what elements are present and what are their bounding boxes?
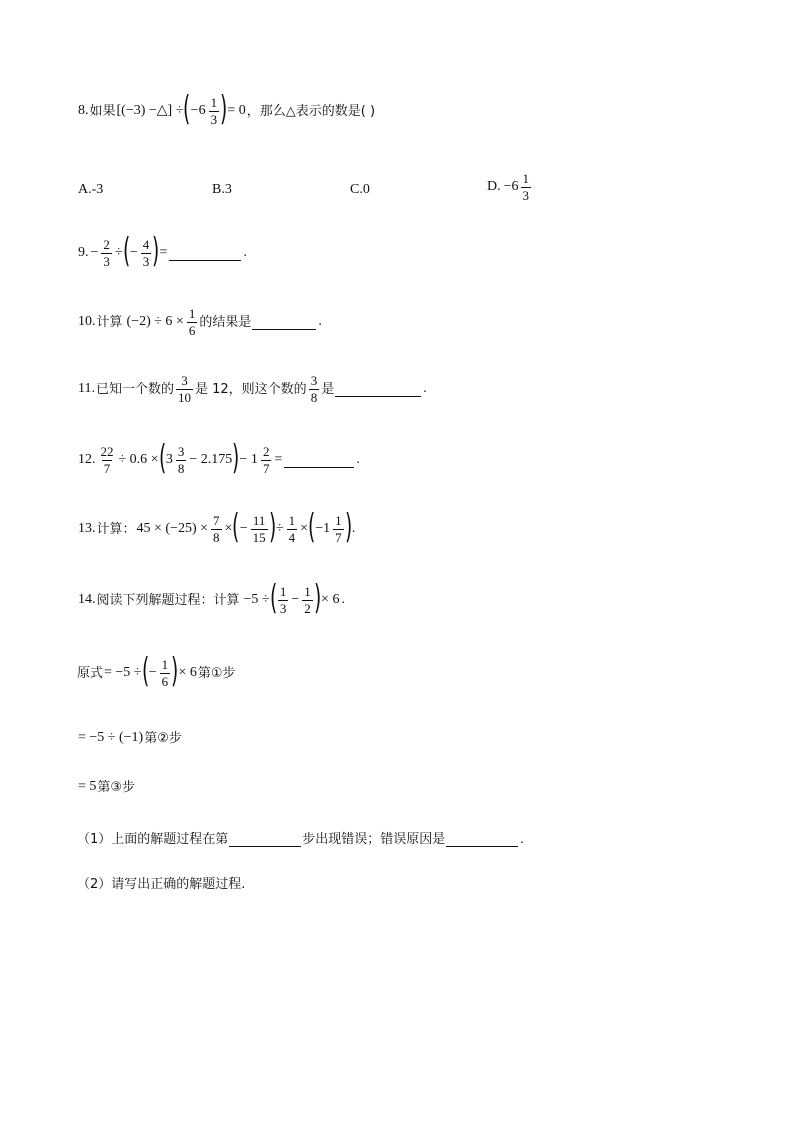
q14-step-1-label: 原式 (77, 665, 104, 681)
q8-expr-a: [(−3) −△] ÷ (116, 103, 184, 118)
q11-f2-den: 8 (310, 389, 318, 405)
q14-step-2 (77, 731, 182, 745)
q11-answer-blank[interactable] (335, 382, 421, 397)
q8-option-d-whole: −6 (503, 179, 519, 195)
q12-equals: = (274, 452, 283, 467)
q12-op-2: − 1 (239, 452, 258, 467)
q11-f1-den: 10 (178, 389, 191, 405)
q14-step-1-left-paren: ( (141, 651, 149, 691)
q14-step-2-marker: 第②步 (144, 730, 182, 746)
q9-right-paren: ) (152, 231, 160, 271)
q14-part-1-mid: 步出现错误；错误原因是 (302, 832, 446, 847)
q10-expr: (−2) ÷ 6 × (126, 314, 184, 330)
q14-right-paren: ) (313, 578, 322, 618)
q9-fraction-2 (141, 238, 152, 268)
q10-f-den: 6 (188, 322, 196, 338)
q14-step-3 (77, 780, 135, 794)
q14-part-1 (77, 832, 525, 847)
q13-fraction-2 (251, 514, 268, 544)
question-10 (77, 307, 323, 337)
q12-answer-blank[interactable] (284, 453, 354, 468)
q14-f1-num: 1 (279, 583, 287, 599)
q13-times-2: × (300, 521, 308, 536)
q10-number: 10. (78, 314, 96, 330)
q8-fraction (209, 96, 220, 126)
q14-part-1-prefix: （1）上面的解题过程在第 (77, 832, 229, 847)
q8-option-a[interactable] (77, 182, 104, 198)
q9-equals: = (159, 245, 168, 260)
q14-step-3-marker: 第③步 (97, 779, 136, 795)
q14-step-1-fraction (160, 658, 171, 688)
q8-word-if: 如果 (89, 103, 116, 119)
q8-option-d[interactable] (486, 172, 534, 202)
q13-fraction-4 (333, 514, 344, 544)
q13-fraction-3 (287, 514, 298, 544)
q13-inner-minus: − (239, 521, 248, 536)
q8-option-c-label: C.0 (350, 182, 370, 197)
q11-word-3: 是 (321, 381, 335, 397)
q14-part-1-period: . (520, 831, 524, 847)
q8-option-c[interactable] (349, 182, 371, 198)
q13-right-paren-2: ) (344, 507, 352, 547)
q12-f2-den: 8 (177, 460, 185, 476)
q13-f3-num: 1 (288, 512, 296, 528)
q14-number: 14. (78, 592, 96, 607)
q14-step-1-tail: × 6 (178, 665, 197, 680)
q13-f1-den: 8 (213, 529, 220, 545)
q10-tail: 的结果是 (199, 314, 252, 330)
q14-part-2-text: （2）请写出正确的解题过程. (77, 877, 246, 892)
q8-option-b-label: B.3 (212, 182, 232, 197)
q12-fraction-3 (261, 445, 272, 475)
q14-step-1-marker: 第①步 (197, 665, 236, 681)
q12-f3-den: 7 (262, 460, 270, 476)
q11-number: 11. (78, 381, 95, 397)
q12-fraction-1 (99, 445, 116, 475)
q14-part-1-blank-step[interactable] (229, 832, 301, 847)
q8-mixed-whole: −6 (190, 103, 206, 118)
q14-f2-den: 2 (304, 600, 311, 616)
q13-period: . (351, 521, 356, 536)
q11-fraction-1 (176, 374, 193, 404)
q9-number: 9. (78, 245, 89, 260)
q8-number: 8. (78, 103, 89, 118)
q9-left-paren: ( (122, 231, 130, 271)
q13-right-paren-1: ) (268, 507, 276, 547)
q11-f1-num: 3 (181, 373, 188, 388)
q12-fraction-2 (176, 445, 187, 475)
q9-f1-den: 3 (103, 253, 110, 269)
q11-period: . (423, 381, 427, 397)
q13-number: 13. (78, 521, 96, 536)
q14-expr: −5 ÷ (243, 592, 270, 607)
question-14 (77, 578, 346, 618)
q14-f2-num: 1 (304, 583, 311, 599)
q13-times: × (224, 521, 233, 536)
q12-f3-num: 2 (262, 443, 270, 459)
q13-f1-num: 7 (213, 512, 220, 528)
q13-f2-den: 15 (252, 529, 266, 545)
q14-step-2-expr: = −5 ÷ (−1) (78, 730, 144, 745)
q9-divide: ÷ (114, 245, 123, 260)
q10-word: 计算 (96, 314, 123, 330)
q9-fraction-1 (101, 238, 112, 268)
q9-inner-minus: − (129, 245, 138, 260)
q9-period: . (243, 245, 247, 260)
q14-word: 阅读下列解题过程：计算 (96, 592, 240, 608)
question-9 (77, 231, 248, 271)
q12-f1-num: 22 (100, 443, 114, 459)
q14-step-1-right-paren: ) (171, 651, 179, 691)
q9-f2-den: 3 (142, 253, 150, 269)
q13-divide: ÷ (275, 521, 284, 536)
q12-op-1: ÷ 0.6 × (118, 452, 159, 467)
q9-answer-blank[interactable] (169, 246, 241, 261)
q14-step-1-num: 1 (161, 656, 169, 672)
q12-left-paren: ( (158, 438, 166, 478)
question-11 (77, 374, 428, 404)
q12-right-paren: ) (232, 438, 240, 478)
q13-expr-1: 45 × (−25) × (136, 521, 209, 536)
q14-step-1-inner-minus: − (148, 665, 157, 680)
q8-right-paren: ) (220, 89, 228, 129)
q12-inner: − 2.175 (189, 452, 233, 467)
q8-tail: ，那么△表示的数是( ) (246, 103, 376, 119)
q13-word: 计算： (96, 521, 136, 537)
q12-mixed-whole: 3 (165, 452, 173, 467)
q14-step-3-expr: = 5 (78, 779, 97, 794)
q14-step-1 (77, 651, 236, 691)
q14-step-1-expr: = −5 ÷ (104, 665, 142, 680)
q8-frac-num: 1 (210, 94, 218, 110)
q11-f2-num: 3 (310, 373, 318, 388)
q10-period: . (318, 314, 322, 330)
q8-option-d-num: 1 (522, 171, 530, 186)
q13-f4-den: 7 (335, 529, 342, 545)
q13-mixed-prefix: −1 (315, 521, 331, 536)
question-13 (77, 507, 356, 547)
q14-part-2 (77, 878, 245, 891)
q14-period: . (341, 592, 345, 607)
q12-period: . (356, 452, 360, 467)
q8-frac-den: 3 (210, 111, 218, 127)
q8-option-d-fraction (521, 172, 532, 202)
q13-f3-den: 4 (288, 529, 296, 545)
q8-equals: = 0 (227, 103, 246, 118)
q10-f-num: 1 (188, 306, 196, 321)
q13-left-paren-1: ( (232, 507, 240, 547)
q14-f1-den: 3 (279, 600, 287, 616)
q13-f2-num: 11 (252, 512, 266, 528)
q12-number: 12. (78, 452, 96, 467)
q13-f4-num: 1 (335, 512, 342, 528)
q8-option-d-prefix: D. (487, 179, 501, 195)
q8-left-paren: ( (183, 89, 191, 129)
q8-option-d-den: 3 (522, 187, 530, 203)
q11-word-2: 是 12，则这个数的 (195, 381, 307, 397)
q12-f1-den: 7 (103, 460, 111, 476)
q14-part-1-blank-reason[interactable] (446, 832, 518, 847)
q11-word-1: 已知一个数的 (95, 381, 174, 397)
q14-left-paren: ( (269, 578, 277, 618)
q9-f2-num: 4 (142, 236, 150, 252)
q13-fraction-1 (211, 514, 222, 544)
question-8 (77, 89, 376, 129)
q9-f1-num: 2 (103, 236, 110, 252)
q9-minus: − (90, 245, 99, 260)
q14-step-1-den: 6 (161, 673, 169, 689)
q10-fraction (187, 307, 198, 337)
q13-left-paren-2: ( (307, 507, 316, 547)
q14-tail: × 6 (321, 592, 340, 607)
q14-fraction-1 (278, 585, 289, 615)
q14-fraction-2 (302, 585, 313, 615)
q11-fraction-2 (309, 374, 320, 404)
q8-option-b[interactable] (211, 182, 233, 198)
q14-minus: − (291, 592, 300, 607)
q10-answer-blank[interactable] (252, 315, 316, 330)
q8-option-a-label: A.-3 (78, 182, 104, 197)
question-12 (77, 438, 361, 478)
q12-f2-num: 3 (177, 443, 185, 459)
